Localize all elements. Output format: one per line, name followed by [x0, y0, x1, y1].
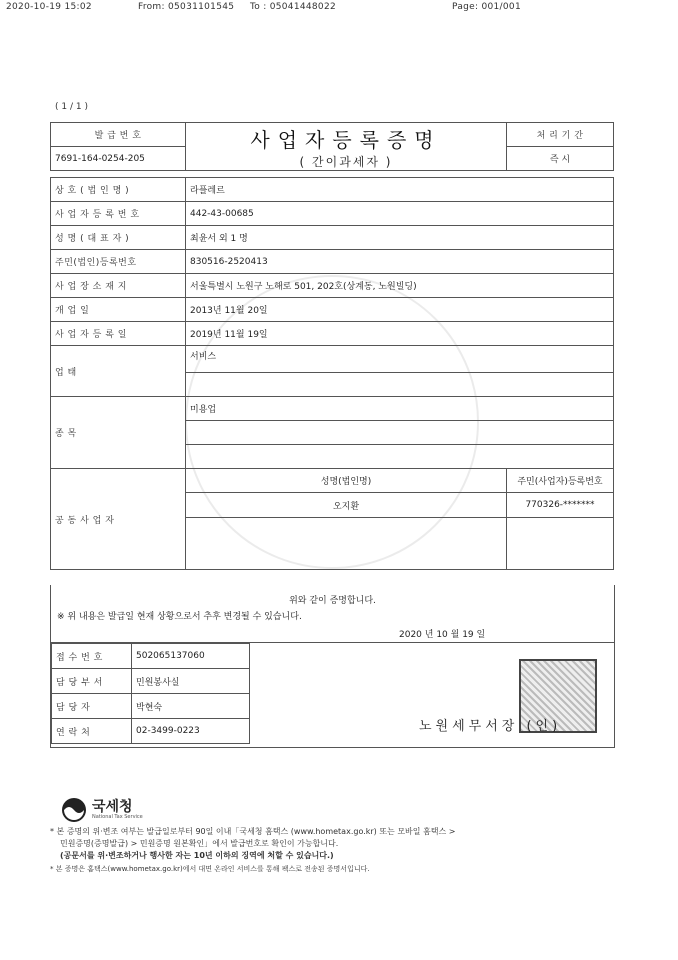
- info-label: 연 락 처: [52, 719, 132, 744]
- page-indicator: ( 1 / 1 ): [55, 102, 88, 112]
- footer-line-4: * 본 증명은 홈택스(www.hometax.go.kr)에서 대면 온라인 서비스를 통해 팩스로 전송된 증명서입니다.: [50, 865, 370, 873]
- field-value: 2013년 11월 20일: [186, 298, 614, 322]
- business-type-label: 업 태: [51, 346, 186, 397]
- info-value: 박현숙: [132, 694, 250, 719]
- field-value: 최윤서 외 1 명: [186, 226, 614, 250]
- issue-no-label: 발 급 번 호: [51, 123, 186, 147]
- fax-page: Page: 001/001: [452, 2, 521, 12]
- certificate-table: [50, 122, 614, 570]
- info-value: 502065137060: [132, 644, 250, 669]
- joint-id-header: 주민(사업자)등록번호: [507, 469, 614, 493]
- info-label: 접 수 번 호: [52, 644, 132, 669]
- field-value: 830516-2520413: [186, 250, 614, 274]
- field-value: 2019년 11월 19일: [186, 322, 614, 346]
- info-label: 담 당 부 서: [52, 669, 132, 694]
- joint-business-label: 공 동 사 업 자: [51, 469, 186, 570]
- field-label: 상 호 ( 법 인 명 ): [51, 178, 186, 202]
- footer-line-1: * 본 증명의 위·변조 여부는 발급일로부터 90일 이내「국세청 홈택스 (www.hometax.go.kr) 또는 모바일 홈택스 >: [50, 827, 456, 836]
- document-title: 사업자등록증명: [250, 127, 442, 152]
- fax-datetime: 2020-10-19 15:02: [6, 2, 92, 12]
- document-subtitle: ( 간이과세자 ): [299, 154, 393, 169]
- field-label: 사 업 장 소 재 지: [51, 274, 186, 298]
- business-item-label: 종 목: [51, 397, 186, 469]
- field-label: 성 명 ( 대 표 자 ): [51, 226, 186, 250]
- field-value: 서울특별시 노원구 노해로 501, 202호(상계동, 노원빌딩): [186, 274, 614, 298]
- field-label: 개 업 일: [51, 298, 186, 322]
- nts-logo-text: 국세청: [92, 799, 133, 815]
- field-value: 라플레르: [186, 178, 614, 202]
- issuer-section: [50, 642, 615, 748]
- issue-no-value: 7691-164-0254-205: [51, 147, 186, 171]
- joint-name-header: 성명(법인명): [186, 469, 507, 493]
- info-value: 02-3499-0223: [132, 719, 250, 744]
- title-cell: [186, 123, 507, 171]
- joint-id: 770326-*******: [507, 493, 614, 517]
- footer-line-3: (공문서를 위·변조하거나 행사한 자는 10년 이하의 징역에 처할 수 있습니다.): [60, 851, 334, 860]
- info-label: 담 당 자: [52, 694, 132, 719]
- issue-date: 2020 년 10 월 19 일: [399, 630, 486, 640]
- office-name: 노원세무서장 (인): [419, 719, 562, 734]
- joint-name: 오지환: [186, 493, 507, 517]
- processing-label: 처 리 기 간: [507, 123, 614, 147]
- notice-note: ※ 위 내용은 발급일 현재 상황으로서 추후 변경될 수 있습니다.: [57, 612, 302, 622]
- notice-section: [50, 585, 615, 643]
- field-label: 사 업 자 등 록 번 호: [51, 202, 186, 226]
- nts-logo-icon: [60, 796, 88, 824]
- info-value: 민원봉사실: [132, 669, 250, 694]
- field-label: 사 업 자 등 록 일: [51, 322, 186, 346]
- field-label: 주민(법인)등록번호: [51, 250, 186, 274]
- fax-to: To : 05041448022: [250, 2, 337, 12]
- processing-value: 즉 시: [507, 147, 614, 171]
- fax-from: From: 05031101545: [138, 2, 235, 12]
- certify-text: 위와 같이 증명합니다.: [289, 596, 376, 606]
- contact-table: [51, 643, 250, 744]
- footer-line-2: 민원증명(증명발급) > 민원증명 원본확인」에서 발급번호로 확인이 가능합니다.: [60, 839, 339, 848]
- business-type-value: 서비스: [186, 346, 614, 373]
- nts-logo-subtext: National Tax Service: [92, 814, 143, 820]
- business-item-value: 미용업: [186, 397, 614, 421]
- field-value: 442-43-00685: [186, 202, 614, 226]
